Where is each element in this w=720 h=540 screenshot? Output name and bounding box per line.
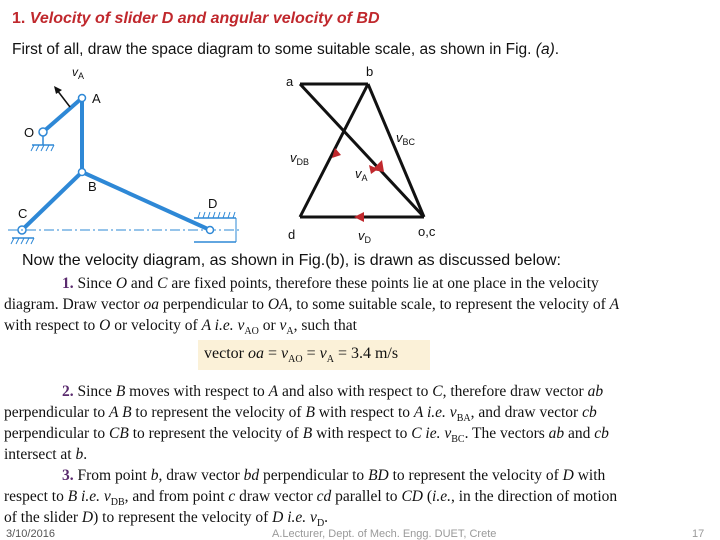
step1-line3: with respect to O or velocity of A i.e. $v_{AO}$ or $v_A$, such that — [4, 317, 357, 338]
va-arrowhead — [54, 86, 62, 94]
label-vel-oc: o,c — [418, 224, 436, 239]
link-cb — [22, 172, 82, 230]
intro-text — [12, 41, 559, 59]
label-va-vel: $v_A$ — [355, 166, 368, 183]
guide-top-hatch — [198, 212, 235, 218]
label-a: A — [92, 91, 101, 106]
va-arrow — [57, 90, 70, 107]
joint-a — [79, 95, 86, 102]
label-vdb: $v_{DB}$ — [290, 150, 310, 167]
label-c: C — [18, 206, 28, 221]
step2-line4: intersect at b. — [4, 446, 88, 463]
footer-author: A.Lecturer, Dept. of Mech. Engg. DUET, Crete — [272, 528, 497, 540]
label-va: $v_A$ — [72, 65, 85, 81]
arrow-vd — [354, 212, 364, 222]
title-number: 1. — [12, 10, 26, 27]
label-vbc: $v_{BC}$ — [396, 130, 416, 147]
label-o: O — [24, 125, 35, 140]
velocity-diagram — [260, 62, 450, 252]
step3-line3: of the slider D) to represent the velocity of D i.e. $v_D$. — [4, 509, 329, 530]
ground-o-hatch — [31, 145, 54, 151]
step2-line3: perpendicular to CB to represent the velocity of B with respect to C ie. $v_{BC}$. The vectors ab and cb — [4, 425, 609, 446]
label-b: B — [88, 179, 97, 194]
label-vel-b: b — [366, 64, 374, 79]
equation-oa: vector oa = $v_{AO} = v_A = 3.4$ m/s — [204, 345, 399, 366]
space-diagram — [0, 60, 250, 250]
velocity-intro-text: Now the velocity diagram, as shown in Fig.(b), is drawn as discussed below: — [22, 252, 561, 269]
vector-bc — [368, 84, 424, 217]
link-bd — [82, 172, 210, 230]
intro-fig-ref: (a) — [535, 41, 555, 58]
pivot-o — [39, 128, 47, 136]
label-vd: $v_D$ — [358, 228, 371, 245]
intro-before: First of all, draw the space diagram to some suitable scale, as shown in Fig. — [12, 41, 536, 58]
slide-title — [12, 10, 380, 28]
step1-line1: 1. Since O and C are fixed points, therefore these points lie at one place in the velocity — [62, 275, 599, 292]
slider-d — [207, 227, 214, 234]
vector-oa — [300, 84, 424, 217]
title-text: Velocity of slider D and angular velocity of BD — [29, 10, 380, 27]
label-d: D — [208, 196, 218, 211]
intro-after: . — [554, 41, 560, 58]
vector-bd — [300, 84, 368, 217]
ground-c-hatch — [11, 238, 34, 244]
label-vel-d: d — [288, 227, 296, 242]
link-oa — [43, 98, 82, 132]
step2-line1: 2. Since B moves with respect to A and also with respect to C, therefore draw vector ab — [62, 383, 604, 400]
step1-line2: diagram. Draw vector oa perpendicular to OA, to some suitable scale, to represent the velocity of A — [4, 296, 620, 313]
footer-date: 3/10/2016 — [6, 528, 55, 540]
step3-line2: respect to B i.e. $v_{DB}$, and from point c draw vector cd parallel to CD (i.e., in the direction of motion — [4, 488, 618, 509]
label-vel-a: a — [286, 74, 294, 89]
footer-page-number: 17 — [692, 528, 705, 540]
step3-line1: 3. From point b, draw vector bd perpendicular to BD to represent the velocity of D with — [62, 467, 606, 484]
joint-b — [79, 169, 86, 176]
step2-line2: perpendicular to A B to represent the velocity of B with respect to A i.e. $v_{BA}$, and draw vector cb — [4, 404, 597, 425]
